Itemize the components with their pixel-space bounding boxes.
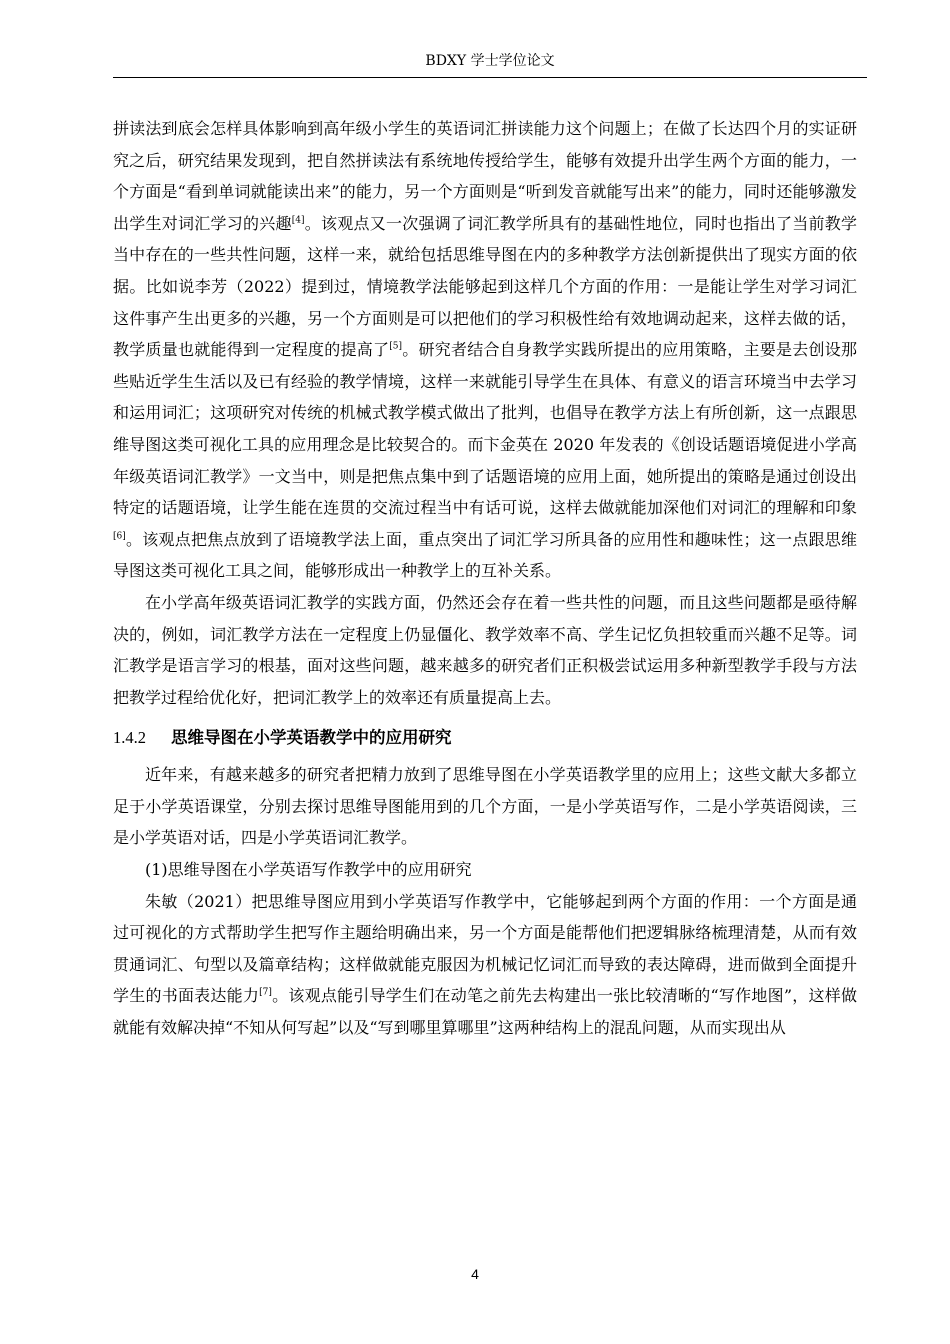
section-title: 思维导图在小学英语教学中的应用研究: [171, 728, 452, 748]
paragraph-writing: [113, 886, 857, 1044]
paragraph-text: 。研究者结合自身教学实践所提出的应用策略，主要是去创设那些贴近学生生活以及已有经验的教学情境，这样一来就能引导学生在具体、有意义的语言环境当中去学习和运用词汇；这项研究对传统的机械式教学模式做出了批判，也倡导在教学方法上有所创新，这一点跟思维导图这类可视化工具的应用理念是比较契合的。而卞金英在 2020 年发表的《创设话题语境促进小学高年级英语词汇教学》一文当中，则是把焦点集中到了话题语境的应用上面，她所提出的策略是通过创设出特定的话题语境，让学生能在连贯的交流过程当中有话可说，这样去做就能加深他们对词汇的理解和印象: [113, 340, 857, 518]
citation-ref[interactable]: [6]: [113, 531, 126, 542]
citation-ref[interactable]: [7]: [259, 988, 272, 999]
citation-ref[interactable]: [5]: [389, 341, 402, 352]
page-number: 4: [471, 1266, 479, 1282]
subsection-label: (1)思维导图在小学英语写作教学中的应用研究: [145, 860, 472, 880]
paragraph-text: 。该观点又一次强调了词汇教学所具有的基础性地位，同时也指出了当前教学当中存在的一些共性问题，这样一来，就给包括思维导图在内的多种教学方法创新提供出了现实方面的依据。比如说李芳（2022）提到过，情境教学法能够起到这样几个方面的作用：一是能让学生对学习词汇这件事产生出更多的兴趣，另一个方面则是可以把他们的学习积极性给有效地调动起来，这样去做的话，教学质量也就能得到一定程度的提高了: [113, 213, 857, 360]
paragraph-text: 朱敏（2021）把思维导图应用到小学英语写作教学中，它能够起到两个方面的作用：一个方面是通过可视化的方式帮助学生把写作主题给明确出来，另一个方面是能帮他们把逻辑脉络梳理清楚，从而有效贯通词汇、句型以及篇章结构；这样做就能克服因为机械记忆词汇而导致的表达障碍，进而做到全面提升学生的书面表达能力: [113, 891, 857, 1006]
paragraph-text: 。该观点能引导学生们在动笔之前先去构建出一张比较清晰的“写作地图”，这样做就能有效解决掉“不知从何写起”以及“写到哪里算哪里”这两种结构上的混乱问题，从而实现出从: [113, 986, 857, 1038]
citation-ref[interactable]: [4]: [291, 215, 305, 226]
paragraph-practice-issues: 在小学高年级英语词汇教学的实践方面，仍然还会存在着一些共性的问题，而且这些问题都是亟待解决的，例如，词汇教学方法在一定程度上仍显僵化、教学效率不高、学生记忆负担较重而兴趣不足等。词汇教学是语言学习的根基，面对这些问题，越来越多的研究者们正积极尝试运用多种新型教学手段与方法把教学过程给优化好，把词汇教学上的效率还有质量提高上去。: [113, 592, 857, 707]
body-text: [113, 113, 857, 1044]
section-number: 1.4.2: [113, 728, 146, 748]
paragraph-continuation: [113, 113, 857, 587]
paragraph-text: 拼读法到底会怎样具体影响到高年级小学生的英语词汇拼读能力这个问题上；在做了长达四个月的实证研究之后，研究结果发现到，把自然拼读法有系统地传授给学生，能够有效提升出学生两个方面的能力，一个方面是“看到单词就能读出来”的能力，另一个方面则是“听到发音就能写出来”的能力，同时还能够激发出学生对词汇学习的兴趣: [113, 119, 857, 233]
section-heading: [113, 723, 857, 753]
paragraph-text: 。该观点把焦点放到了语境教学法上面，重点突出了词汇学习所具备的应用性和趣味性；这一点跟思维导图这类可视化工具之间，能够形成出一种教学上的互补关系。: [113, 529, 857, 581]
header-divider: [113, 77, 867, 78]
page-header: BDXY 学士学位论文: [425, 53, 555, 69]
paragraph-intro: 近年来，有越来越多的研究者把精力放到了思维导图在小学英语教学里的应用上；这些文献大多都立足于小学英语课堂，分别去探讨思维导图能用到的几个方面，一是小学英语写作，二是小学英语阅读，三是小学英语对话，四是小学英语词汇教学。: [113, 765, 857, 848]
